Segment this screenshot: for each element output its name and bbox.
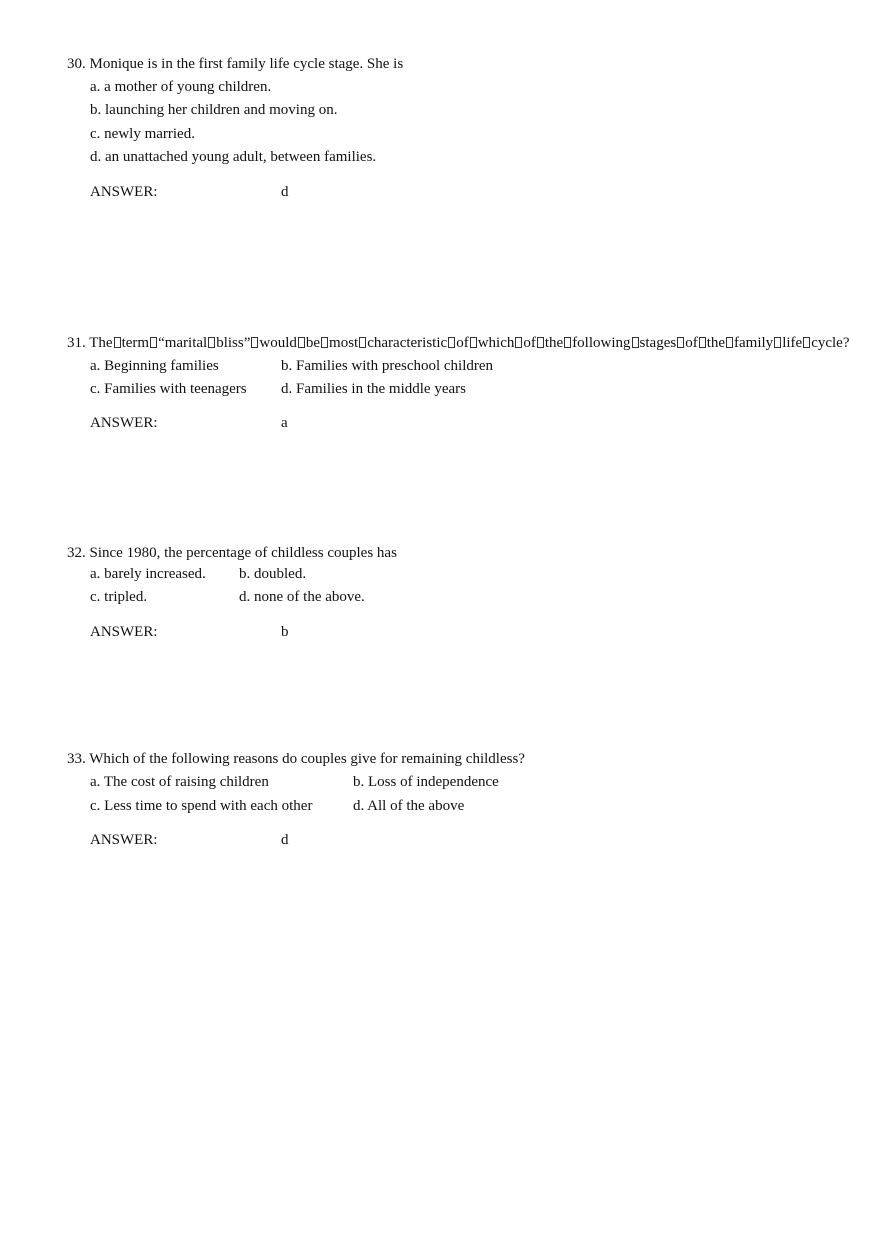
question-30-option-d: d. an unattached young adult, between families. xyxy=(90,149,377,165)
question-31-word: stages xyxy=(639,335,677,351)
question-31-word: cycle? xyxy=(811,335,850,351)
question-31-option-b: b. Families with preschool children xyxy=(281,358,494,374)
question-30-text: Monique is in the first family life cycle stage. She is xyxy=(89,56,404,72)
question-31-word: following xyxy=(572,335,631,351)
question-31-word: the xyxy=(544,335,564,351)
question-31-word: most xyxy=(329,335,359,351)
question-31-word: “marital xyxy=(158,335,208,351)
question-32-option-a: a. barely increased. xyxy=(90,566,206,582)
question-31-answer-label: ANSWER: xyxy=(90,415,158,431)
question-33-option-a: a. The cost of raising children xyxy=(90,774,269,790)
missing-glyph-box xyxy=(726,337,733,348)
missing-glyph-box xyxy=(564,337,571,348)
missing-glyph-box xyxy=(448,337,455,348)
question-33-option-c: c. Less time to spend with each other xyxy=(90,798,313,814)
question-31-word: would xyxy=(259,335,297,351)
question-32-stem xyxy=(67,546,397,561)
missing-glyph-box xyxy=(298,337,305,348)
question-31-word: term xyxy=(121,335,150,351)
missing-glyph-box xyxy=(470,337,477,348)
missing-glyph-box xyxy=(251,337,258,348)
question-33-option-b: b. Loss of independence xyxy=(353,774,499,790)
question-30-number: 30. xyxy=(67,56,86,72)
missing-glyph-box xyxy=(774,337,781,348)
question-31-word: family xyxy=(734,335,774,351)
question-31-word: of xyxy=(523,335,536,351)
question-31-word: bliss” xyxy=(216,335,251,351)
question-33-number: 33. xyxy=(67,751,86,767)
question-31-word: which xyxy=(477,335,515,351)
question-33-text: Which of the following reasons do couples give for remaining childless? xyxy=(89,751,525,767)
question-30-stem xyxy=(67,57,403,72)
missing-glyph-box xyxy=(359,337,366,348)
question-31-word: characteristic xyxy=(367,335,448,351)
question-32-option-c: c. tripled. xyxy=(90,589,148,605)
question-31-word: of xyxy=(456,335,469,351)
question-31-answer-value: a xyxy=(281,415,288,431)
question-31-option-a: a. Beginning families xyxy=(90,358,219,374)
missing-glyph-box xyxy=(321,337,328,348)
question-31-option-d: d. Families in the middle years xyxy=(281,381,466,397)
question-32-text: Since 1980, the percentage of childless couples has xyxy=(89,545,397,561)
question-31-option-c: c. Families with teenagers xyxy=(90,381,247,397)
question-30-option-b: b. launching her children and moving on. xyxy=(90,102,338,118)
question-30-option-a: a. a mother of young children. xyxy=(90,79,272,95)
missing-glyph-box xyxy=(537,337,544,348)
question-32-answer-label: ANSWER: xyxy=(90,624,158,640)
missing-glyph-box xyxy=(699,337,706,348)
missing-glyph-box xyxy=(677,337,684,348)
question-31-word: life xyxy=(782,335,803,351)
question-31-stem xyxy=(67,335,850,351)
missing-glyph-box xyxy=(114,337,121,348)
question-33-answer-value: d xyxy=(281,832,289,848)
question-32-option-b: b. doubled. xyxy=(239,566,307,582)
question-31-word: The xyxy=(89,335,113,351)
question-32-answer-value: b xyxy=(281,624,289,640)
missing-glyph-box xyxy=(150,337,157,348)
question-32-number: 32. xyxy=(67,545,86,561)
question-33-stem xyxy=(67,752,525,767)
question-31-word: of xyxy=(685,335,698,351)
missing-glyph-box xyxy=(632,337,639,348)
question-31-word: be xyxy=(305,335,321,351)
question-30-answer-value: d xyxy=(281,184,289,200)
question-30-answer-label: ANSWER: xyxy=(90,184,158,200)
question-31-text xyxy=(89,335,849,351)
question-31-number: 31. xyxy=(67,335,86,351)
question-30-option-c: c. newly married. xyxy=(90,126,195,142)
missing-glyph-box xyxy=(208,337,215,348)
question-33-option-d: d. All of the above xyxy=(353,798,465,814)
question-31-word: the xyxy=(706,335,726,351)
missing-glyph-box xyxy=(803,337,810,348)
missing-glyph-box xyxy=(515,337,522,348)
question-32-option-d: d. none of the above. xyxy=(239,589,365,605)
question-33-answer-label: ANSWER: xyxy=(90,832,158,848)
